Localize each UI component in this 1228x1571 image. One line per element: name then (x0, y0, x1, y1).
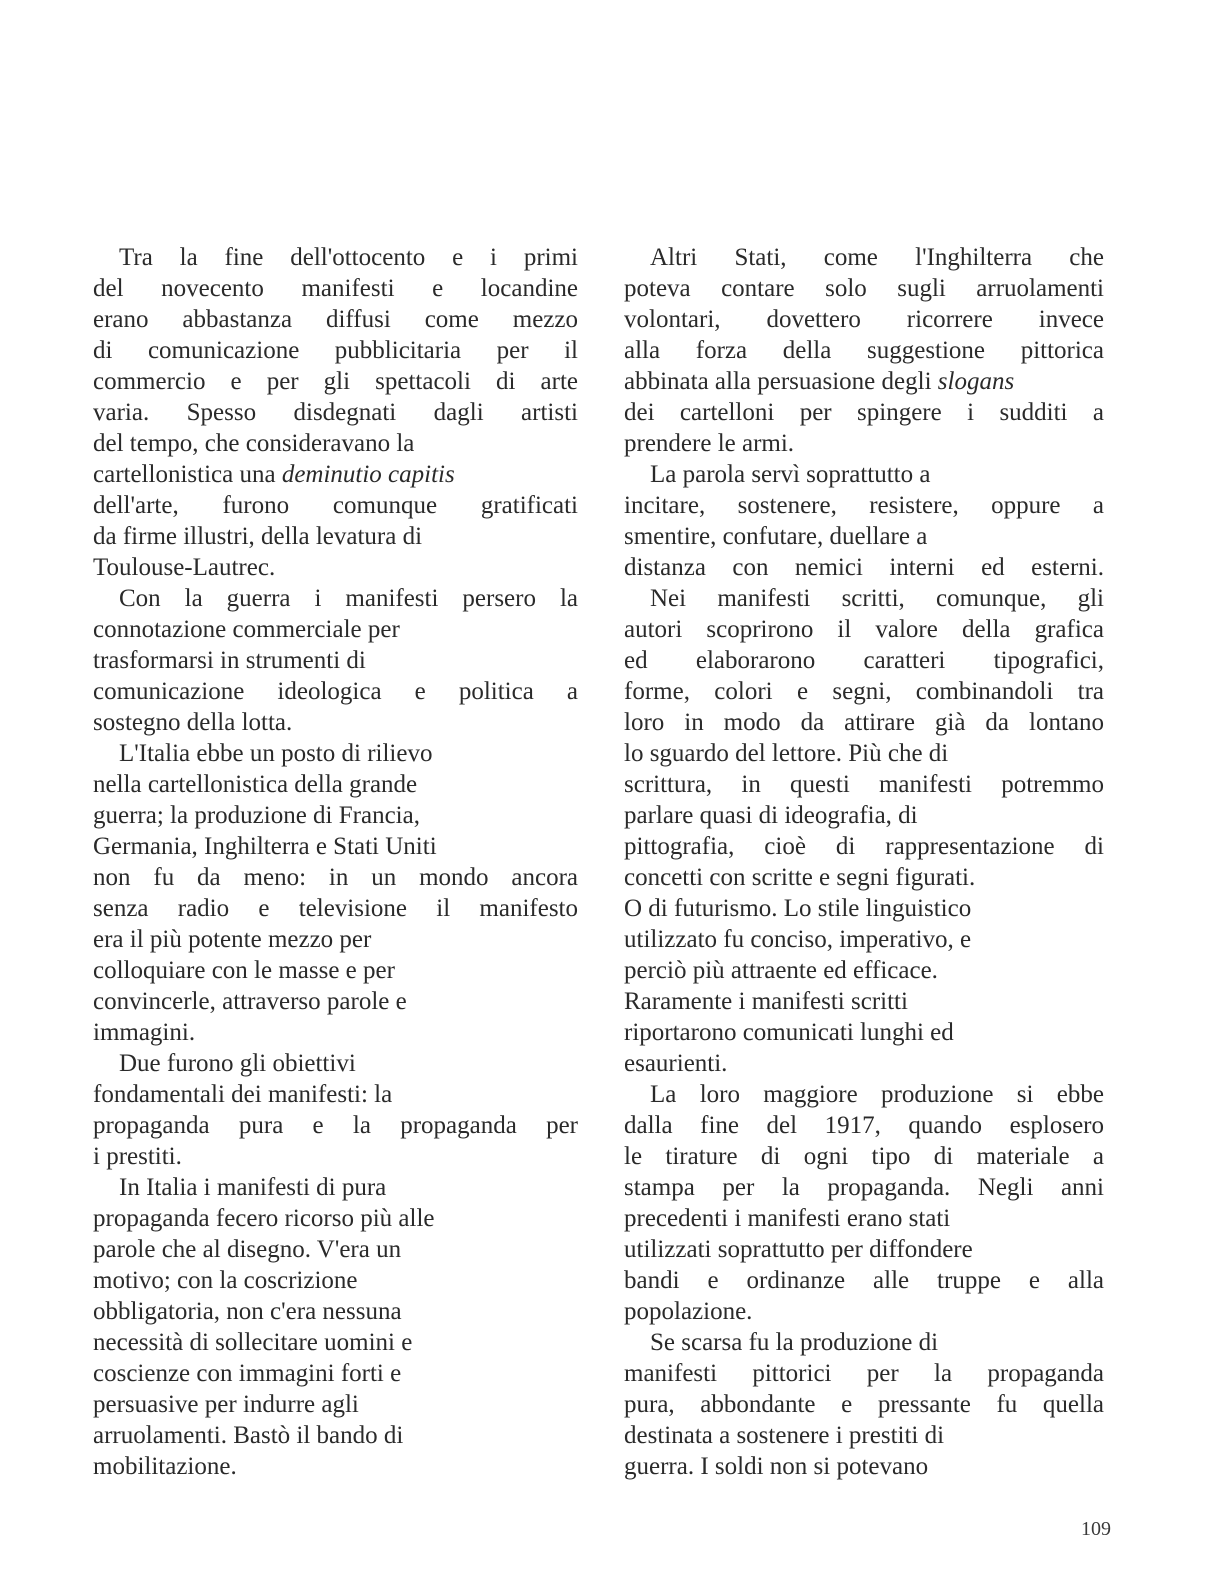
paragraph (93, 1172, 578, 1482)
text-line: mobilitazione. (93, 1453, 237, 1480)
text-line: propaganda fecero ricorso più alle (93, 1205, 435, 1232)
text-line: Toulouse-Lautrec. (93, 554, 276, 581)
right-text-column (624, 242, 1104, 1482)
text-line: Se scarsa fu la produzione di (650, 1329, 939, 1356)
left-text-column (93, 242, 578, 1482)
text-line: L'Italia ebbe un posto di rilievo (119, 740, 433, 767)
text-line: poteva contare solo sugli arruolamenti (624, 275, 1104, 302)
text-line: era il più potente mezzo per (93, 926, 372, 953)
text-line: erano abbastanza diffusi come mezzo (93, 306, 578, 333)
paragraph (624, 1079, 1104, 1327)
text-line: dalla fine del 1917, quando esplosero (624, 1112, 1104, 1139)
text-line: Con la guerra i manifesti persero la (119, 585, 578, 612)
text-line: riportarono comunicati lunghi ed (624, 1019, 954, 1046)
paragraph (624, 583, 1104, 1079)
text-line: motivo; con la coscrizione (93, 1267, 358, 1294)
text-line: fondamentali dei manifesti: la (93, 1081, 393, 1108)
text-line: obbligatoria, non c'era nessuna (93, 1298, 402, 1325)
text-line: utilizzato fu conciso, imperativo, e (624, 926, 972, 953)
text-line: coscienze con immagini forti e (93, 1360, 402, 1387)
text-line: varia. Spesso disdegnati dagli artisti (93, 399, 578, 426)
text-line: incitare, sostenere, resistere, oppure a (624, 492, 1104, 519)
text-line: ed elaborarono caratteri tipografici, (624, 647, 1104, 674)
italic-term: slogans (937, 368, 1015, 395)
text-line: persuasive per indurre agli (93, 1391, 359, 1418)
text-line: comunicazione ideologica e politica a (93, 678, 578, 705)
text-line: popolazione. (624, 1298, 753, 1325)
paragraph (93, 1048, 578, 1172)
text-line: trasformarsi in strumenti di (93, 647, 366, 674)
text-span: abbinata alla persuasione degli (624, 368, 938, 395)
text-line: sostegno della lotta. (93, 709, 293, 736)
text-line: di comunicazione pubblicitaria per il (93, 337, 578, 364)
text-line: destinata a sostenere i prestiti di (624, 1422, 945, 1449)
text-line: necessità di sollecitare uomini e (93, 1329, 413, 1356)
text-line: lo sguardo del lettore. Più che di (624, 740, 949, 767)
text-line: loro in modo da attirare già da lontano (624, 709, 1104, 736)
paragraph (93, 583, 578, 738)
text-line: senza radio e televisione il manifesto (93, 895, 578, 922)
text-line: dell'arte, furono comunque gratificati (93, 492, 578, 519)
text-line: bandi e ordinanze alle truppe e alla (624, 1267, 1104, 1294)
text-line: arruolamenti. Bastò il bando di (93, 1422, 404, 1449)
text-line (93, 459, 578, 490)
text-line: La parola servì soprattutto a (650, 461, 931, 488)
text-line: del tempo, che consideravano la (93, 430, 415, 457)
text-line: perciò più attraente ed efficace. (624, 957, 938, 984)
text-line: del novecento manifesti e locandine (93, 275, 578, 302)
page-number: 109 (1081, 1518, 1111, 1540)
text-line: Tra la fine dell'ottocento e i primi (119, 244, 578, 271)
text-line: O di futurismo. Lo stile linguistico (624, 895, 972, 922)
text-line: pura, abbondante e pressante fu quella (624, 1391, 1104, 1418)
text-span: cartellonistica una (93, 461, 282, 488)
text-line: utilizzati soprattutto per diffondere (624, 1236, 973, 1263)
text-line: Due furono gli obiettivi (119, 1050, 356, 1077)
paragraph (624, 1327, 1104, 1482)
text-line: In Italia i manifesti di pura (119, 1174, 387, 1201)
text-line: concetti con scritte e segni figurati. (624, 864, 976, 891)
text-line: non fu da meno: in un mondo ancora (93, 864, 578, 891)
text-line: scrittura, in questi manifesti potremmo (624, 771, 1104, 798)
text-line: Germania, Inghilterra e Stati Uniti (93, 833, 437, 860)
text-line: colloquiare con le masse e per (93, 957, 395, 984)
text-line: connotazione commerciale per (93, 616, 400, 643)
text-line: precedenti i manifesti erano stati (624, 1205, 951, 1232)
text-line: da firme illustri, della levatura di (93, 523, 423, 550)
text-line: forme, colori e segni, combinandoli tra (624, 678, 1104, 705)
text-line: guerra. I soldi non si potevano (624, 1453, 929, 1480)
text-line: manifesti pittorici per la propaganda (624, 1360, 1104, 1387)
text-line: propaganda pura e la propaganda per (93, 1112, 578, 1139)
text-line: esaurienti. (624, 1050, 728, 1077)
text-line: Nei manifesti scritti, comunque, gli (650, 585, 1104, 612)
text-line: Raramente i manifesti scritti (624, 988, 908, 1015)
text-line: alla forza della suggestione pittorica (624, 337, 1104, 364)
paragraph (93, 242, 578, 583)
paragraph (93, 738, 578, 1048)
text-line: parole che al disegno. V'era un (93, 1236, 402, 1263)
text-line (624, 366, 1104, 397)
text-line: prendere le armi. (624, 430, 795, 457)
text-line: smentire, confutare, duellare a (624, 523, 928, 550)
paragraph (624, 242, 1104, 459)
text-line: autori scoprirono il valore della grafica (624, 616, 1104, 643)
text-line: La loro maggiore produzione si ebbe (650, 1081, 1104, 1108)
paragraph (624, 459, 1104, 583)
text-line: Altri Stati, come l'Inghilterra che (650, 244, 1104, 271)
text-line: commercio e per gli spettacoli di arte (93, 368, 578, 395)
text-line: stampa per la propaganda. Negli anni (624, 1174, 1104, 1201)
text-line: convincerle, attraverso parole e (93, 988, 407, 1015)
text-line: guerra; la produzione di Francia, (93, 802, 420, 829)
text-line: immagini. (93, 1019, 196, 1046)
text-line: nella cartellonistica della grande (93, 771, 418, 798)
text-line: distanza con nemici interni ed esterni. (624, 554, 1104, 581)
text-line: volontari, dovettero ricorrere invece (624, 306, 1104, 333)
text-line: dei cartelloni per spingere i sudditi a (624, 399, 1104, 426)
text-line: pittografia, cioè di rappresentazione di (624, 833, 1104, 860)
text-line: le tirature di ogni tipo di materiale a (624, 1143, 1104, 1170)
text-line: i prestiti. (93, 1143, 182, 1170)
italic-term: deminutio capitis (281, 461, 455, 488)
text-line: parlare quasi di ideografia, di (624, 802, 918, 829)
